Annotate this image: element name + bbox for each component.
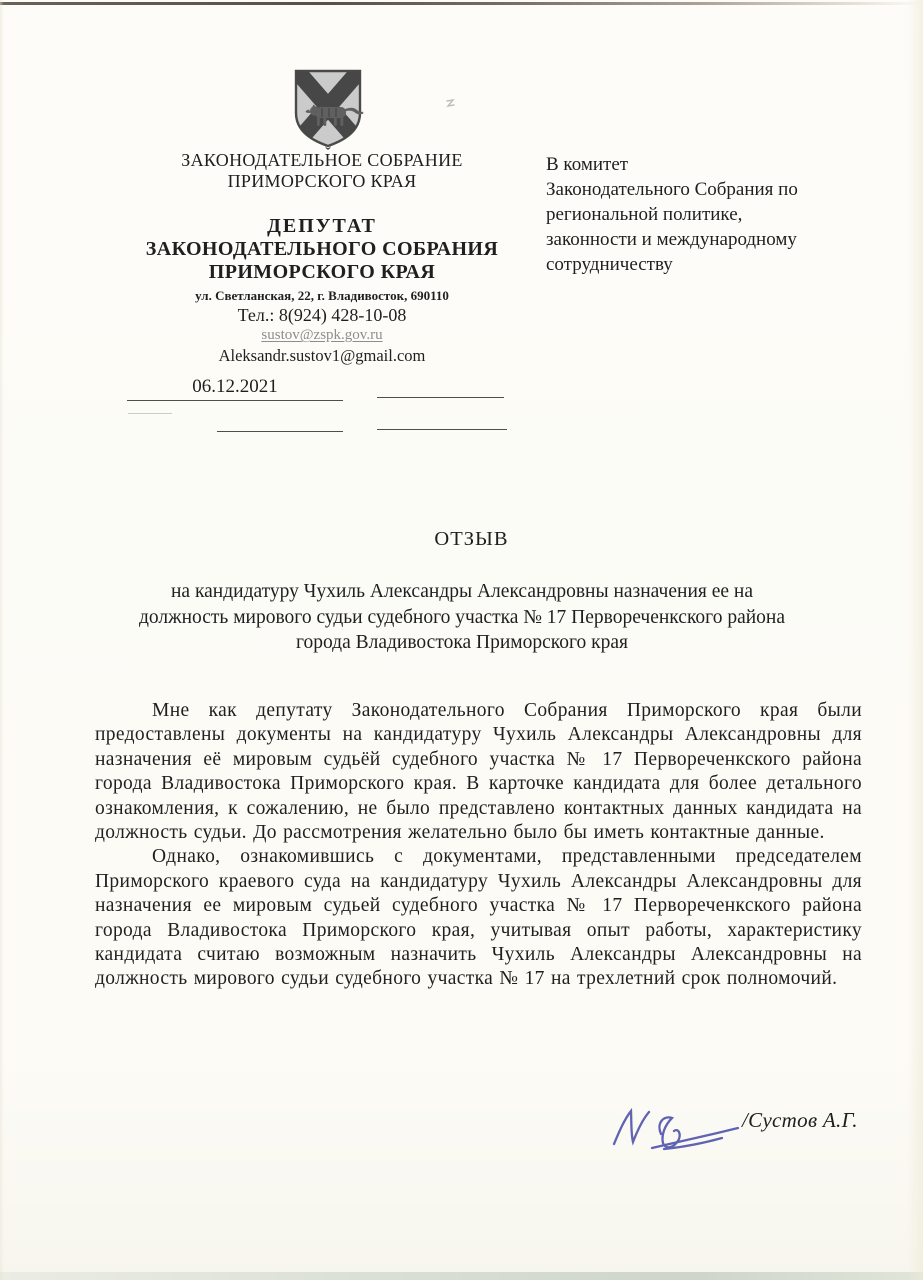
blank-line [377,429,507,430]
sender-email-personal: Aleksandr.sustov1@gmail.com [218,346,426,365]
signatory-name: /Сустов А.Г. [742,1108,858,1132]
recipient-line: В комитет [546,154,629,175]
role-line1: ДЕПУТАТ [267,215,377,237]
document-date: 06.12.2021 [192,376,278,397]
recipient-line: сотрудничеству [546,254,673,275]
scan-artifact-right-edge [907,0,923,1280]
role-line3: ПРИМОРСКОГО КРАЯ [208,260,436,283]
org-name-line1: ЗАКОНОДАТЕЛЬНОЕ СОБРАНИЕ [181,150,463,170]
document-subject: на кандидатуру Чухиль Александры Александровны назначения ее на должность мирового судьи судебного участка № 17 Первореченкского района города Владивостока Приморского края [138,581,786,654]
recipient-line: законности и международному [546,229,797,250]
scan-artifact-faint-line [128,413,172,414]
scan-artifact-top-edge [0,2,923,5]
blank-line [217,431,343,432]
sender-address: ул. Светланская, 22, г. Владивосток, 690110 [195,288,449,303]
scan-artifact-bottom-edge [0,1272,923,1280]
date-underline [127,400,343,401]
body-paragraph-1: Мне как депутату Законодательного Собрания Приморского края были предоставлены документы на кандидатуру Чухиль Александры Александровны для назначения её мировым судьёй судебного участка № 17 Первореченкского района города Владивостока Приморского края. В карточке кандидата для более детального ознакомления, к сожалению, не было представлено контактных данных кандидата на должность судьи. До рассмотрения желательно было бы иметь контактные данные. [95,700,862,844]
body-paragraph-2: Однако, ознакомившись с документами, представленными председателем Приморского краевого суда на кандидатуру Чухиль Александры Александровны для назначения ее мировым судьей судебного участка № 17 Первореченкского района города Владивостока Приморского края, учитывая опыт работы, характеристику кандидата считаю возможным назначить Чухиль Александры Александровны на должность мирового судьи судебного участка № 17 на трехлетний срок полномочий. [95,846,862,990]
sender-block [108,150,536,365]
scan-artifact-left-edge [0,0,4,1280]
handwritten-signature [604,1096,749,1160]
blank-line [377,397,504,398]
document-title: ОТЗЫВ [434,528,509,550]
role-line2: ЗАКОНОДАТЕЛЬНОГО СОБРАНИЯ [145,238,499,260]
sender-phone: Тел.: 8(924) 428-10-08 [237,305,407,325]
scan-speck [444,97,458,111]
sender-email-official: sustov@zspk.gov.ru [261,327,383,343]
recipient-block [546,152,856,277]
coat-of-arms-icon [291,68,365,150]
recipient-line: региональной политике, [546,204,743,225]
recipient-line: Законодательного Собрания по [546,179,798,200]
sender-role-block [108,215,536,283]
org-name-line2: ПРИМОРСКОГО КРАЯ [227,171,417,191]
document-body [95,699,862,992]
